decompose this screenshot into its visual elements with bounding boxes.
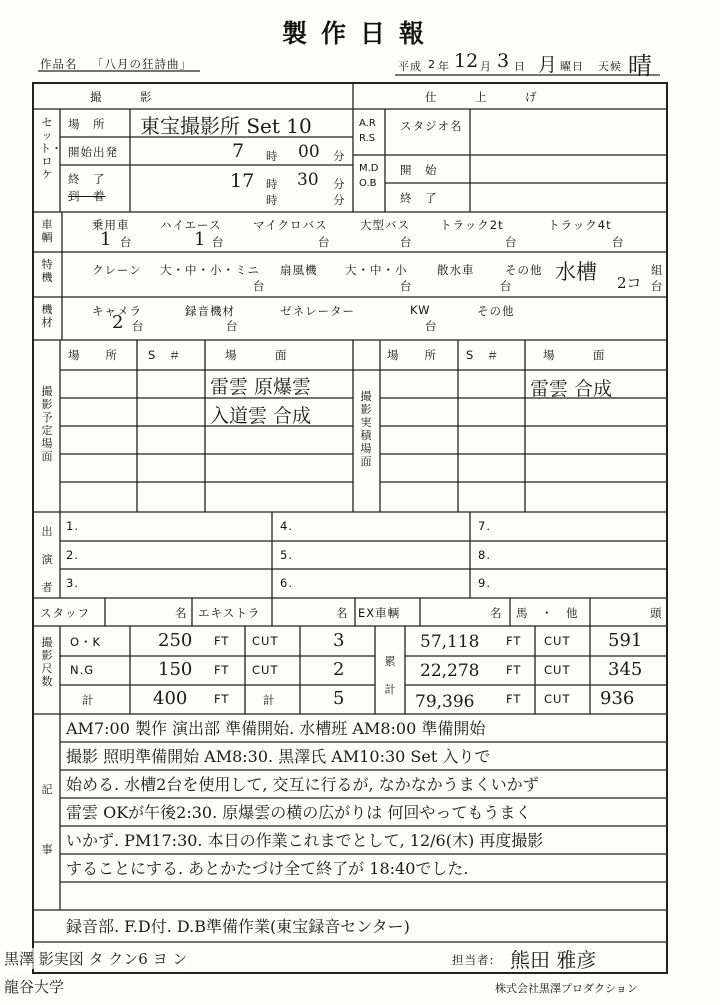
vehicle-name: 大型バス <box>360 218 410 232</box>
year-unit: 年 <box>438 60 450 73</box>
person-label: 担当者: <box>452 953 495 967</box>
start-hour-unit: 時 <box>266 149 279 163</box>
ob-label: O.B <box>359 178 377 189</box>
horse-label: 馬 ・ 他 <box>516 606 579 620</box>
cum-ft-value: 79,396 <box>415 692 475 712</box>
special-unit: 台 <box>651 279 664 293</box>
studio-label: スタジオ名 <box>400 119 463 133</box>
staff-name-unit: 名 <box>175 606 188 620</box>
special-set-unit: 組 <box>651 263 664 277</box>
cum-ft-label: FT <box>506 634 522 648</box>
cum-cut-value: 345 <box>608 659 643 680</box>
ft-label: FT <box>214 663 230 677</box>
location-label: 場 所 <box>68 117 106 131</box>
film-row-label: N.G <box>70 663 95 677</box>
fan-unit: 台 <box>400 279 413 293</box>
actual-scene-row: 雷雲 合成 <box>530 378 613 400</box>
cast-number: 9. <box>478 576 491 590</box>
film-ft-value: 250 <box>158 630 193 651</box>
vehicle-unit: 台 <box>212 235 225 249</box>
fan-label: 扇風機 <box>280 263 318 277</box>
vehicle-unit: 台 <box>318 235 331 249</box>
end-hour: 17 <box>230 170 255 192</box>
film-label: 撮影尺数 <box>41 636 53 688</box>
vehicle-unit: 台 <box>505 235 518 249</box>
work-name-label: 作品名 <box>40 57 78 71</box>
planned-col-scene: 場 面 <box>225 348 288 362</box>
cumulative-label: 累計 <box>384 655 396 696</box>
crane-sizes: 大・中・小・ミニ <box>160 263 260 277</box>
person-name: 熊田 雅彦 <box>510 948 597 972</box>
start-hour: 7 <box>232 140 245 162</box>
arrival-hour-unit: 時 <box>266 193 279 207</box>
cum-ft-label: FT <box>506 692 522 706</box>
cast-number: 1. <box>66 519 79 533</box>
crane-unit: 台 <box>253 279 266 293</box>
vehicle-unit: 台 <box>400 235 413 249</box>
shooting-section-label: 撮 影 <box>90 90 153 104</box>
ex-name-unit: 名 <box>490 606 503 620</box>
day-value: 3 <box>497 50 510 72</box>
start-min: 00 <box>298 142 320 162</box>
note-line: することにする. あとかたづけ全て終了が 18:40でした. <box>66 859 469 878</box>
finish-end-label: 終 了 <box>400 191 438 205</box>
start-label: 開始出発 <box>68 145 118 159</box>
cum-cut-label: CUT <box>544 663 571 677</box>
kw-unit: 台 <box>425 319 438 333</box>
vehicle-name: トラック4t <box>548 218 612 232</box>
film-ft-value: 400 <box>153 688 188 709</box>
note-line: 録音部. F.D付. D.B準備作業(東宝録音センター) <box>66 917 410 936</box>
archive-stamp: 黒澤 影実図 タ クン6 ヨ ン <box>4 950 188 968</box>
camera-count: 2 <box>112 312 124 333</box>
cut-total-label: 計 <box>263 693 276 707</box>
cast-number: 8. <box>478 548 491 562</box>
special-other-value: 水槽 <box>555 260 597 284</box>
crane-label: クレーン <box>92 263 142 277</box>
university-stamp: 龍谷大学 <box>4 978 65 996</box>
arrival-label: 到 着 <box>68 189 106 203</box>
weekday-value: 月 <box>538 54 558 76</box>
cum-ft-value: 22,278 <box>420 661 480 681</box>
planned-scene-row: 入道雲 合成 <box>210 405 312 427</box>
ft-label: FT <box>214 634 230 648</box>
end-hour-unit: 時 <box>266 177 279 191</box>
sound-label: 録音機材 <box>185 304 235 318</box>
weather-value: 晴 <box>628 52 652 80</box>
film-cut-value: 2 <box>333 659 345 680</box>
cast-number: 2. <box>66 548 79 562</box>
arrival-min-unit: 分 <box>333 193 346 207</box>
planned-col-place: 場 所 <box>68 348 118 362</box>
special-label: 特機 <box>41 258 53 284</box>
cast-number: 7. <box>478 519 491 533</box>
location-value: 東宝撮影所 Set 10 <box>140 114 312 138</box>
vehicles-label: 車輌 <box>41 218 53 244</box>
planned-scene-row: 雷雲 原爆雲 <box>210 376 312 398</box>
rs-label: R.S <box>359 133 376 144</box>
vehicle-name: マイクロバス <box>253 218 328 232</box>
extra-label: エキストラ <box>198 606 261 620</box>
cum-cut-value: 936 <box>600 688 635 709</box>
head-unit: 頭 <box>650 606 663 620</box>
day-unit: 日 <box>514 60 526 73</box>
company-name: 株式会社黒澤プロダクション <box>495 982 638 995</box>
vehicle-name: トラック2t <box>440 218 504 232</box>
vehicle-count: 1 <box>100 229 112 250</box>
ex-vehicle-label: EX車輌 <box>358 606 401 620</box>
work-name: 「八月の狂詩曲」 <box>92 57 192 71</box>
year-value: 2 <box>428 58 436 71</box>
end-min-unit: 分 <box>333 177 346 191</box>
month-value: 12 <box>454 50 479 72</box>
actual-col-scene: 場 面 <box>543 348 606 362</box>
special-other-count: 2コ <box>617 274 642 292</box>
kw-label: KW <box>410 303 431 317</box>
ar-label: A.R <box>359 118 376 129</box>
film-cut-value: 3 <box>333 630 345 651</box>
note-line: 始める. 水槽2台を使用して, 交互に行るが, なかなかうまくいかず <box>66 775 539 794</box>
document-title: 製作日報 <box>281 19 438 48</box>
cum-cut-value: 591 <box>608 630 643 651</box>
film-ft-value: 150 <box>158 659 193 680</box>
staff-label: スタッフ <box>40 606 90 620</box>
film-cut-value: 5 <box>333 688 345 709</box>
cast-number: 4. <box>280 519 293 533</box>
start-min-unit: 分 <box>333 149 346 163</box>
camera-unit: 台 <box>132 319 145 333</box>
actual-scenes-label: 撮影実積場面 <box>360 390 372 468</box>
cum-cut-label: CUT <box>544 634 571 648</box>
vehicle-unit: 台 <box>612 235 625 249</box>
end-min: 30 <box>297 170 319 190</box>
fan-sizes: 大・中・小 <box>345 263 408 277</box>
equipment-other-label: その他 <box>477 304 515 318</box>
film-row-label: 計 <box>82 693 95 707</box>
cum-cut-label: CUT <box>544 692 571 706</box>
actual-col-s: S ＃ <box>466 348 500 362</box>
generator-label: ゼネレーター <box>280 304 355 318</box>
vehicle-unit: 台 <box>120 235 133 249</box>
notes-label: 記 事 <box>41 783 64 856</box>
vehicle-count: 1 <box>194 229 206 250</box>
note-line: 撮影 照明準備開始 AM8:30. 黒澤氏 AM10:30 Set 入りで <box>66 747 491 766</box>
md-label: M.D <box>359 163 379 174</box>
ft-label: FT <box>214 692 230 706</box>
cast-number: 5. <box>280 548 293 562</box>
planned-scenes-label: 撮影予定場面 <box>41 385 53 463</box>
note-line: 雷雲 OKが午後2:30. 原爆雲の横の広がりは 何回やってもうまく <box>66 803 532 822</box>
month-unit: 月 <box>480 60 492 73</box>
sound-unit: 台 <box>226 319 239 333</box>
note-line: AM7:00 製作 演出部 準備開始. 水槽班 AM8:00 準備開始 <box>66 719 486 738</box>
finish-start-label: 開 始 <box>400 163 438 177</box>
end-label: 終 了 <box>68 172 106 186</box>
finish-section-label: 仕 上 げ <box>425 90 538 104</box>
cast-number: 3. <box>66 576 79 590</box>
vehicle-name: 乗用車 <box>92 218 130 232</box>
cast-number: 6. <box>280 576 293 590</box>
extra-name-unit: 名 <box>336 606 349 620</box>
vehicle-name: ハイエース <box>160 218 222 232</box>
actual-col-place: 場 所 <box>387 348 437 362</box>
era-label: 平成 <box>398 60 422 73</box>
note-line: いかず. PM17:30. 本日の作業これまでとして, 12/6(木) 再度撮影 <box>66 831 544 850</box>
water-truck-label: 散水車 <box>437 263 475 277</box>
cum-ft-value: 57,118 <box>420 632 480 652</box>
special-other-label: その他 <box>505 263 543 277</box>
cum-ft-label: FT <box>506 663 522 677</box>
cut-label: CUT <box>252 663 279 677</box>
cast-label: 出演者 <box>41 525 53 594</box>
film-row-label: O・K <box>70 635 102 649</box>
equipment-label: 機材 <box>41 303 53 329</box>
set-loke-label: セット・ロケ <box>40 116 62 181</box>
planned-col-s: S ＃ <box>148 348 182 362</box>
cut-label: CUT <box>252 634 279 648</box>
camera-label: キャメラ <box>92 304 142 318</box>
weather-label: 天候 <box>598 60 622 73</box>
water-truck-unit: 台 <box>500 279 513 293</box>
weekday-unit: 曜日 <box>560 60 584 73</box>
